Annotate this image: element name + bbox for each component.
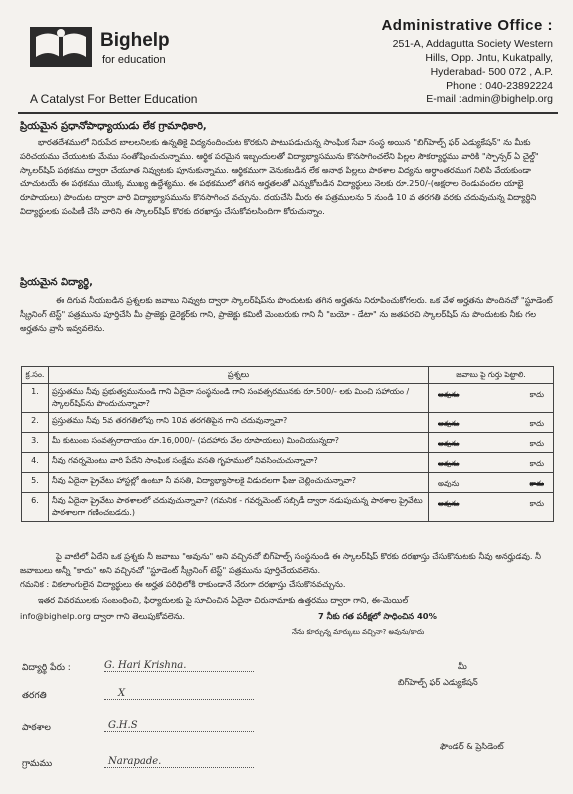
eligibility-table: [21, 366, 554, 522]
table-row: [22, 433, 554, 453]
answer-no[interactable]: కాదు: [529, 499, 544, 508]
village-field[interactable]: Narapade.: [104, 756, 254, 768]
student-greeting: ప్రియమైన విద్యార్థి,: [20, 277, 93, 288]
table-row: [22, 453, 554, 473]
row-question: నీవు ఏదైనా ప్రైవేటు పాఠశాలలో చదువుచున్నావా? (గమనిక - గవర్నమెంట్ సబ్సిడీ ద్వారా నడుపుచున్న పాఠశాల ప్రైవేటు పాఠశాలగా గణించబడదు.): [49, 493, 429, 522]
header-answer: జవాబు పై గుర్తు పెట్టాలి.: [429, 367, 554, 384]
table-row: [22, 413, 554, 433]
contact-note: ఇతర వివరములకు సంబంధించి, ఫిర్యాదులకు పై సూచించిన ఏదైనా చిరునామాకు ఉత్తరము ద్వారా గాని, ఈ-మెయిల్: [38, 595, 409, 605]
table-row: [22, 473, 554, 493]
answer-yes[interactable]: అవును: [438, 459, 460, 468]
brand-name: Bighelp: [100, 30, 170, 51]
school-label: పాఠశాల: [22, 723, 51, 733]
table-row: [22, 493, 554, 522]
table-row: [22, 384, 554, 413]
row-question: ప్రస్తుతము నీవు 5వ తరగతిలోపు గాని 10వ తరగతిపైన గాని చదువున్నావా?: [49, 413, 429, 433]
answer-yes[interactable]: అవును: [438, 439, 460, 448]
header-serial: క్ర.సం.: [22, 367, 49, 384]
school-field[interactable]: G.H.S: [104, 720, 254, 732]
student-name-label: విద్యార్థి పేరు :: [22, 663, 71, 673]
brand-subtitle: for education: [102, 54, 166, 66]
header-divider: [18, 112, 558, 114]
row-question: నీవు గవర్నమెంటు వారి పేదేని సాంఘిక సంక్షేమ వసతి గృహములో నివసించుచున్నావా?: [49, 453, 429, 473]
table-header-row: [22, 367, 554, 384]
answer-yes[interactable]: అవును: [438, 479, 460, 488]
address-line: Hyderabad- 500 072 , A.P.: [430, 66, 553, 78]
row-question: నీవు ఏదైనా ప్రైవేటు హాస్టల్లో ఉంటూ నీ వసతి, విద్యాభ్యాసాలకై విడుదలగా ఫీజు చెల్లించుచున్నావా?: [49, 473, 429, 493]
class-label: తరగతి: [22, 691, 47, 701]
signoff-yours: మీ: [458, 661, 467, 671]
address-line: 251-A, Addagutta Society Western: [392, 38, 553, 50]
email-line: E-mail :admin@bighelp.org: [426, 93, 553, 105]
row-question: మీ కుటుంబ సంవత్సరాదాయం రూ.16,000/- (పదహారు వేల రూపాయలు) మించియున్నదా?: [49, 433, 429, 453]
row-number: 4.: [22, 453, 49, 473]
contact-email: info@bighelp.org ద్వారా గాని తెలుపుకోవలెను.: [20, 611, 186, 621]
bighelp-logo: [30, 27, 92, 67]
signoff-title: ఫౌండర్ & ప్రెసిడెంట్: [440, 741, 504, 751]
row-number: 5.: [22, 473, 49, 493]
answer-yes[interactable]: అవును: [438, 390, 460, 399]
phone-line: Phone : 040-23892224: [446, 80, 553, 92]
office-title: Administrative Office :: [381, 17, 553, 34]
row-number: 1.: [22, 384, 49, 413]
answer-no[interactable]: కాదు: [529, 459, 544, 468]
handwritten-note: 7 నీకు గత పరీక్షలో సాధించిన 40%: [318, 611, 437, 621]
answer-no[interactable]: కాదు: [529, 439, 544, 448]
answer-no[interactable]: కాదు: [529, 390, 544, 399]
student-intro: ఈ దిగువ నీయబడిన ప్రశ్నలకు జవాబు నివ్వుట ద్వారా స్కాలర్‌షిప్‌ను పొందుటకు తగిన అర్హతను నిరూపించుకోగలరు. ఒక వేళ అర్హతను పొందినచో "స్టూడెంట్ స్క్రీనింగ్ టెస్ట్" పత్రమును పూర్తిచేసి మీ ప్రాజెక్టు డైరెక్టర్‌కు గాని, ప్రాజెక్టు కమిటీ మెంబరుకు గాని నీ "బయో - డేటా" ను జతపరచి స్కాలర్‌షిప్ ను పొందుటకు నీకు గల అర్హతను వ్రాసి ఇవ్వవలెను.: [20, 295, 553, 333]
eligibility-note: పై వాటిలో ఏదేని ఒక ప్రశ్నకు నీ జవాబు "అవును" అని వచ్చినచో బిగ్‌హెల్ప్ సంస్థనుండి ఈ స్కాలర్‌షిప్ కొరకు దరఖాస్తు చేసుకొనుటకు నీవు అనర్హుడవు. నీ జవాబులు అన్నీ "కాదు" అని వచ్చినచో "స్టూడెంట్ స్క్రీనింగ్ టెస్ట్" పత్రమును పూర్తిచేయవలెను.: [20, 551, 541, 575]
student-name-field[interactable]: G. Hari Krishna.: [104, 660, 254, 672]
intro-paragraph: భారతదేశములో నిరుపేద బాలలనిలకు ఉన్నతికై విద్యనందించుట కొరకుని పాటుపడుచున్న సాంఘిక సేవా సంస్థ అయిన "బిగ్‌హెల్ప్ ఫర్ ఎడ్యుకేషన్" ను మీకు పరిచయము చేయుటకు మేము సంతోషించుచున్నాము. ఆర్థిక పరమైన ఇబ్బందులతో విద్యాభ్యాసమును కొనసాగించలేని పిల్లల సౌకర్యార్థము వారికి "స్పాన్సర్ ఏ చైల్డ్" స్కాలర్‌షిప్ పథకము ద్వారా చేయూత నివ్వుటకు పూనుకున్నాము. ఆర్థికముగా వెనుకబడిన లేక అనాథ పిల్లలు పాఠశాల విద్యను అర్ధాంతరముగ నిలిపి వేయకుండా చూచుటయే ఈ పథకము యొక్క ముఖ్య ఉద్దేశ్యము. ఈ పథకములో తగిన అర్హతలతో ఎన్నుకోబడిన విద్యార్థులు నెలకు రూ.250/-(అక్షరాల రెండువందల యాభై రూపాయలు) పొందుట ద్వారా వారి విద్యాభ్యాసమును కొనసాగించ వచ్చును. దయచేసి మీరు ఈ పత్రములను 5 నుండి 10 వ తరగతి వరకు చదువుచున్న విద్యార్థిని విద్యార్థులకు పంపిణీ చేసి వారిని ఈ స్కాలర్‌షిప్ కొరకు దరఖాస్తు చేసుకోవలసిందిగా కోరుచున్నాం.: [20, 137, 539, 216]
header-questions: ప్రశ్నలు: [49, 367, 429, 384]
row-number: 2.: [22, 413, 49, 433]
answer-no[interactable]: కాదు: [529, 479, 544, 488]
salutation: ప్రియమైన ప్రధానోపాధ్యాయుడు లేక గ్రామాధికారి,: [20, 121, 207, 132]
answer-no[interactable]: కాదు: [529, 419, 544, 428]
signoff-org: బిగ్‌హెల్ప్ ఫర్ ఎడ్యుకేషన్: [398, 677, 478, 687]
row-question: ప్రస్తుతము నీవు ప్రభుత్వమునుండి గాని ఏదైనా సంస్థనుండి గాని సంవత్సరమునకు రూ.500/- లకు మించి సహాయం / స్కాలర్‌షిప్‌ను పొందుచున్నావా?: [49, 384, 429, 413]
village-label: గ్రామము: [22, 759, 53, 769]
row-number: 3.: [22, 433, 49, 453]
tagline: A Catalyst For Better Education: [30, 92, 198, 106]
address-line: Hills, Opp. Jntu, Kukatpally,: [425, 52, 553, 64]
class-field[interactable]: X: [104, 688, 254, 700]
handwritten-note-question: నేను కూర్చున్న మార్కులు వచ్చినా? అవును/కాదు: [292, 628, 425, 636]
answer-yes[interactable]: అవును: [438, 499, 460, 508]
row-number: 6.: [22, 493, 49, 522]
disability-note: గమనిక : వికలాంగులైన విద్యార్థులు ఈ అర్హత పరిధిలోకి రాకుండానే నేరుగా దరఖాస్తు చేసుకొనవచ్చును.: [20, 579, 346, 589]
answer-yes[interactable]: అవును: [438, 419, 460, 428]
